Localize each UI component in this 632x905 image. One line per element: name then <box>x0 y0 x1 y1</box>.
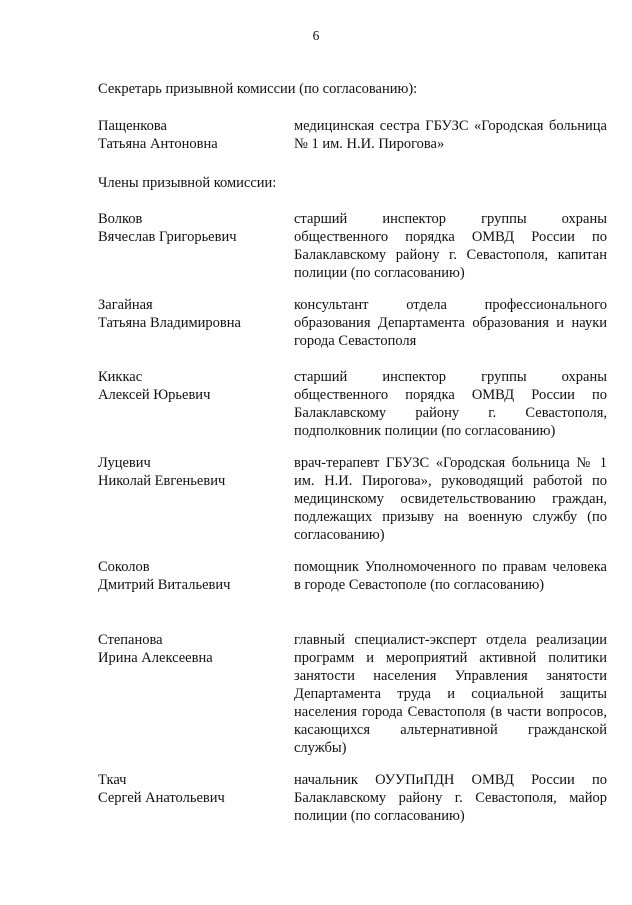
member-given-name: Ирина Алексеевна <box>98 650 213 666</box>
secretary-given-name: Татьяна Антоновна <box>98 136 218 152</box>
member-given-name: Сергей Анатольевич <box>98 790 225 806</box>
member-position: начальник ОУУПиПДН ОМВД России по Балаклавскому району г. Севастополя, майор полиции (по согласованию) <box>294 772 607 824</box>
member-position: врач-терапевт ГБУЗС «Городская больница № 1 им. Н.И. Пирогова», руководящий работой по медицинскому освидетельствованию граждан, подлежащих призыву на военную службу (по согласованию) <box>294 455 607 543</box>
member-surname: Киккас <box>98 369 143 385</box>
member-given-name: Алексей Юрьевич <box>98 387 211 403</box>
member-position: старший инспектор группы охраны общественного порядка ОМВД России по Балаклавскому району г. Севастополя, капитан полиции (по согласованию) <box>294 211 607 281</box>
member-surname: Степанова <box>98 632 163 648</box>
member-name <box>98 631 288 667</box>
member-position: старший инспектор группы охраны общественного порядка ОМВД России по Балаклавскому району г. Севастополя, подполковник полиции (по согласованию) <box>294 369 607 439</box>
secretary-heading: Секретарь призывной комиссии (по согласованию): <box>98 81 418 97</box>
member-position: главный специалист-эксперт отдела реализации программ и мероприятий активной политики занятости населения Управления занятости Департамента труда и социальной защиты населения города Севастополя (в части вопросов, касающихся альтернативной гражданской службы) <box>294 632 607 756</box>
members-heading: Члены призывной комиссии: <box>98 175 277 191</box>
member-given-name: Татьяна Владимировна <box>98 315 241 331</box>
member-name <box>98 210 288 246</box>
member-surname: Загайная <box>98 297 153 313</box>
member-position: помощник Уполномоченного по правам человека в городе Севастополе (по согласованию) <box>294 559 607 593</box>
page-number: 6 <box>312 28 320 43</box>
member-name <box>98 771 288 807</box>
member-given-name: Вячеслав Григорьевич <box>98 229 237 245</box>
member-name <box>98 558 288 594</box>
secretary-surname: Пащенкова <box>98 118 167 134</box>
secretary-position: медицинская сестра ГБУЗС «Городская больница № 1 им. Н.И. Пирогова» <box>294 118 607 152</box>
member-given-name: Николай Евгеньевич <box>98 473 226 489</box>
member-position: консультант отдела профессионального образования Департамента образования и науки города Севастополя <box>294 297 607 349</box>
member-name <box>98 454 288 490</box>
secretary-name <box>98 117 288 153</box>
member-surname: Соколов <box>98 559 150 575</box>
member-surname: Ткач <box>98 772 127 788</box>
member-given-name: Дмитрий Витальевич <box>98 577 231 593</box>
member-name <box>98 368 288 404</box>
member-surname: Луцевич <box>98 455 151 471</box>
member-name <box>98 296 288 332</box>
member-surname: Волков <box>98 211 143 227</box>
